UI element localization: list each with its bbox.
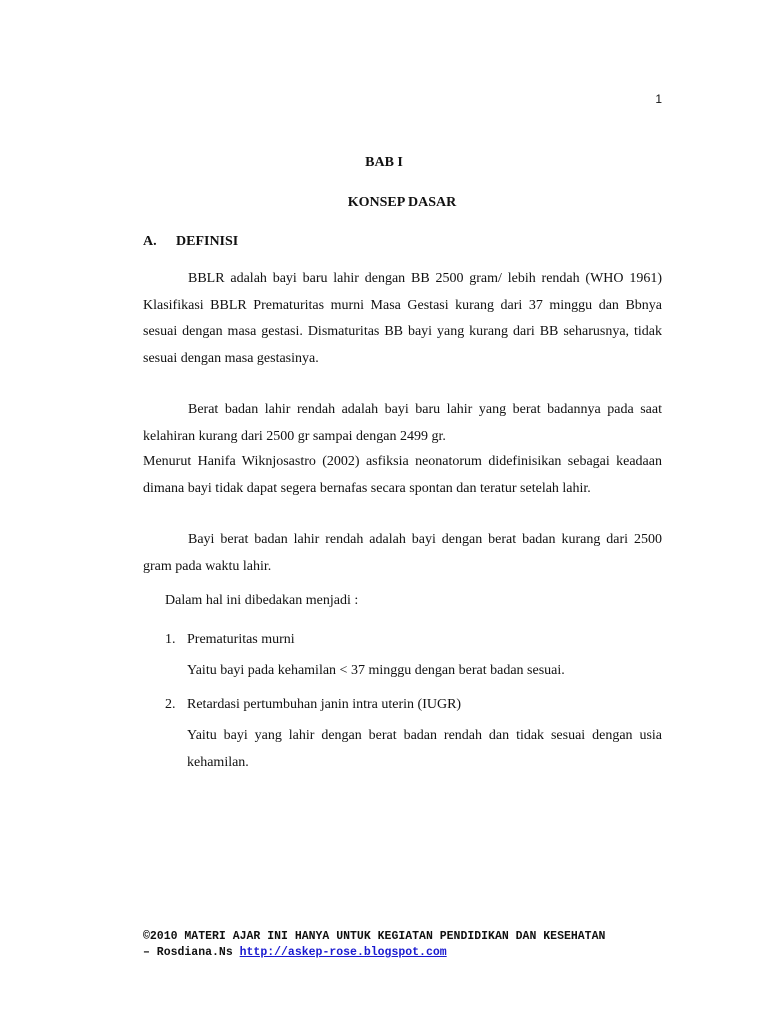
footer-author-line xyxy=(143,945,605,961)
list-item-number: 1. xyxy=(165,632,176,647)
list-item-title: Retardasi pertumbuhan janin intra uterin (IUGR) xyxy=(187,697,462,712)
paragraph-bayi-berat: Bayi berat badan lahir rendah adalah bayi dengan berat badan kurang dari 2500 gram pada waktu lahir. xyxy=(143,532,662,574)
page-number: 1 xyxy=(655,92,662,106)
list-intro: Dalam hal ini dibedakan menjadi : xyxy=(165,593,359,608)
list-item-number: 2. xyxy=(165,697,176,712)
section-number: A. xyxy=(143,234,157,249)
list-item-description: Yaitu bayi pada kehamilan < 37 minggu dengan berat badan sesuai. xyxy=(187,663,565,678)
footer-copyright: ©2010 MATERI AJAR INI HANYA UNTUK KEGIATAN PENDIDIKAN DAN KESEHATAN xyxy=(143,930,606,943)
footer xyxy=(143,929,605,961)
section-title: DEFINISI xyxy=(176,234,239,249)
paragraph-berat-badan: Berat badan lahir rendah adalah bayi baru lahir yang berat badannya pada saat kelahiran kurang dari 2500 gr sampai dengan 2499 gr. xyxy=(143,402,662,444)
paragraph-asfiksia: Menurut Hanifa Wiknjosastro (2002) asfiksia neonatorum didefinisikan sebagai keadaan dimana bayi tidak dapat segera bernafas secara spontan dan teratur setelah lahir. xyxy=(143,454,662,496)
chapter-title: BAB I xyxy=(365,155,403,170)
list-item-description: Yaitu bayi yang lahir dengan berat badan rendah dan tidak sesuai dengan usia kehamilan. xyxy=(187,728,662,770)
paragraph-bblr-definition: BBLR adalah bayi baru lahir dengan BB 2500 gram/ lebih rendah (WHO 1961) Klasifikasi BBLR Prematuritas murni Masa Gestasi kurang dari 37 minggu dan Bbnya sesuai dengan masa gestasi. Dismaturitas BB bayi yang kurang dari BB seharusnya, tidak sesuai dengan masa gestasinya. xyxy=(143,271,662,366)
chapter-subtitle: KONSEP DASAR xyxy=(347,195,457,210)
section-heading xyxy=(143,234,238,250)
blog-link[interactable]: http://askep-rose.blogspot.com xyxy=(239,946,447,959)
list-item-title: Prematuritas murni xyxy=(187,632,295,647)
footer-author: – Rosdiana.Ns xyxy=(143,946,240,959)
